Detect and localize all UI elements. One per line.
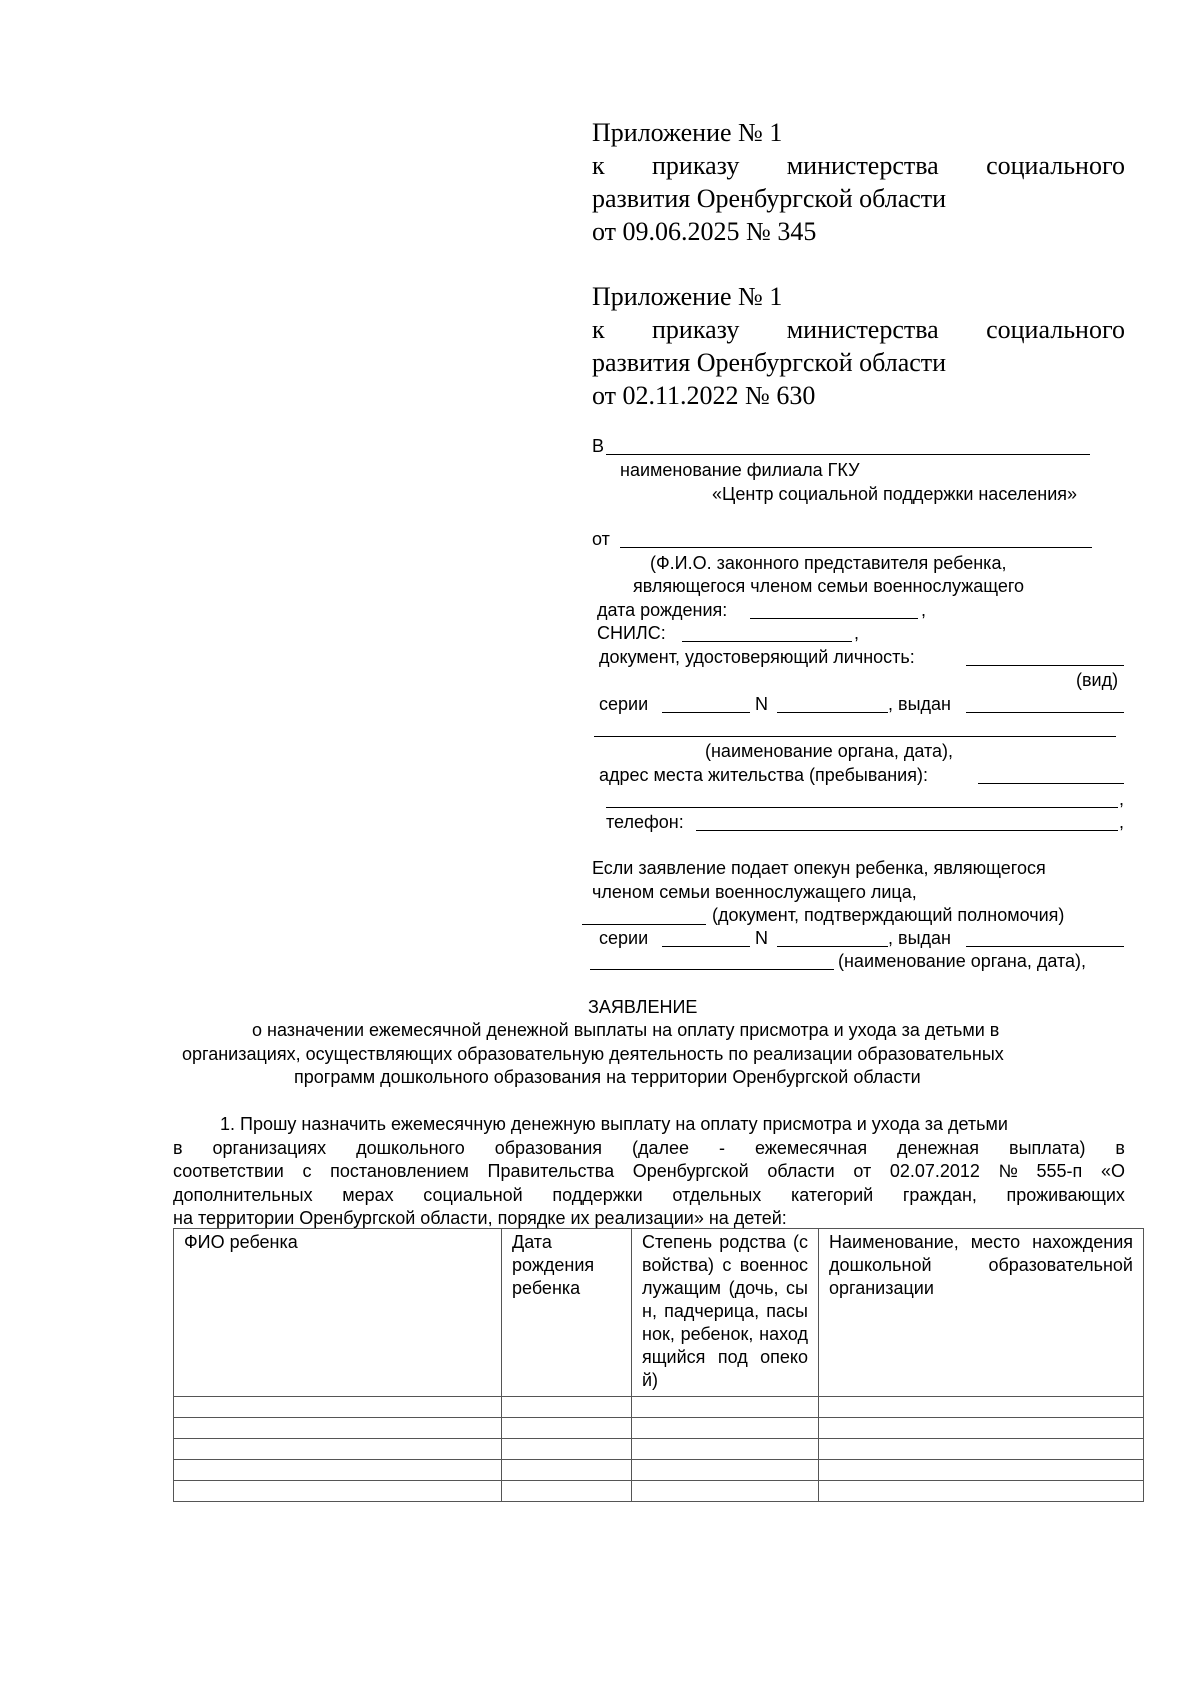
guardian-issued-field[interactable] bbox=[966, 946, 1124, 947]
cell-organization[interactable] bbox=[819, 1418, 1144, 1439]
request-line5: на территории Оренбургской области, порядке их реализации» на детей: bbox=[173, 1208, 787, 1228]
cell-birth-date[interactable] bbox=[502, 1439, 632, 1460]
snils-field[interactable] bbox=[682, 641, 852, 642]
appendix-current-date: от 09.06.2025 № 345 bbox=[592, 217, 817, 246]
phone-comma: , bbox=[1119, 812, 1125, 832]
cell-relation[interactable] bbox=[632, 1481, 819, 1502]
request-line4: дополнительных мерах социальной поддержки отдельных категорий граждан, проживающих bbox=[173, 1185, 1125, 1205]
birth-date-comma: , bbox=[921, 600, 927, 620]
to-caption-center: «Центр социальной поддержки населения» bbox=[712, 484, 1078, 504]
guardian-issuer-field[interactable] bbox=[590, 969, 834, 970]
issued-field[interactable] bbox=[966, 712, 1124, 713]
appendix-current-title: Приложение № 1 bbox=[592, 118, 783, 147]
appendix-current-line2: развития Оренбургской области bbox=[592, 184, 947, 213]
phone-field[interactable] bbox=[696, 830, 1118, 831]
table-row bbox=[174, 1460, 1144, 1481]
guardian-issuer-caption: (наименование органа, дата), bbox=[838, 951, 1087, 971]
issued-label: , выдан bbox=[888, 694, 951, 714]
from-blank-line[interactable] bbox=[620, 547, 1092, 548]
appendix-previous-date: от 02.11.2022 № 630 bbox=[592, 381, 816, 410]
header-child-fio: ФИО ребенка bbox=[174, 1229, 502, 1397]
series-field[interactable] bbox=[662, 712, 750, 713]
cell-fio[interactable] bbox=[174, 1439, 502, 1460]
issuer-caption: (наименование органа, дата), bbox=[705, 741, 954, 761]
cell-birth-date[interactable] bbox=[502, 1460, 632, 1481]
guardian-number-label: N bbox=[755, 928, 768, 948]
to-caption-branch: наименование филиала ГКУ bbox=[620, 460, 860, 480]
cell-birth-date[interactable] bbox=[502, 1397, 632, 1418]
header-organization: Наименование, место нахождения дошкольной образовательной организации bbox=[819, 1229, 1144, 1397]
id-document-label: документ, удостоверяющий личность: bbox=[599, 647, 915, 667]
phone-label: телефон: bbox=[606, 812, 684, 832]
from-prefix: от bbox=[592, 529, 610, 549]
cell-relation[interactable] bbox=[632, 1418, 819, 1439]
statement-subtitle-line2: организациях, осуществляющих образовательную деятельность по реализации образовательных bbox=[182, 1044, 1004, 1064]
table-row bbox=[174, 1439, 1144, 1460]
appendix-previous-line2: развития Оренбургской области bbox=[592, 348, 947, 377]
address-field[interactable] bbox=[978, 783, 1124, 784]
guardian-document-caption: (документ, подтверждающий полномочия) bbox=[712, 905, 1065, 925]
snils-label: СНИЛС: bbox=[597, 623, 666, 643]
guardian-note-line1: Если заявление подает опекун ребенка, являющегося bbox=[592, 858, 1046, 878]
header-relation: Степень родства (свойства) с военнослужащим (дочь, сын, падчерица, пасынок, ребенок, находящийся под опекой) bbox=[632, 1229, 819, 1397]
address-label: адрес места жительства (пребывания): bbox=[599, 765, 928, 785]
guardian-note-line2: членом семьи военнослужащего лица, bbox=[592, 882, 917, 902]
cell-organization[interactable] bbox=[819, 1439, 1144, 1460]
children-table-header bbox=[174, 1229, 1144, 1397]
from-caption-family: являющегося членом семьи военнослужащего bbox=[633, 576, 1025, 596]
table-row bbox=[174, 1481, 1144, 1502]
cell-birth-date[interactable] bbox=[502, 1418, 632, 1439]
address-comma: , bbox=[1119, 789, 1125, 809]
to-blank-line[interactable] bbox=[606, 454, 1090, 455]
cell-birth-date[interactable] bbox=[502, 1481, 632, 1502]
table-row bbox=[174, 1418, 1144, 1439]
statement-subtitle-line3: программ дошкольного образования на территории Оренбургской области bbox=[294, 1067, 921, 1087]
to-prefix: В bbox=[592, 436, 605, 456]
snils-comma: , bbox=[854, 623, 860, 643]
cell-relation[interactable] bbox=[632, 1439, 819, 1460]
cell-fio[interactable] bbox=[174, 1460, 502, 1481]
appendix-previous-title: Приложение № 1 bbox=[592, 282, 783, 311]
birth-date-field[interactable] bbox=[750, 618, 918, 619]
statement-subtitle-line1: о назначении ежемесячной денежной выплаты на оплату присмотра и ухода за детьми в bbox=[252, 1020, 1000, 1040]
guardian-series-field[interactable] bbox=[662, 946, 750, 947]
table-row bbox=[174, 1397, 1144, 1418]
number-field[interactable] bbox=[777, 712, 888, 713]
appendix-current-line1: к приказу министерства социального bbox=[592, 151, 1125, 180]
guardian-number-field[interactable] bbox=[777, 946, 888, 947]
id-document-type-caption: (вид) bbox=[1076, 670, 1119, 690]
cell-relation[interactable] bbox=[632, 1397, 819, 1418]
appendix-previous-line1: к приказу министерства социального bbox=[592, 315, 1125, 344]
statement-title: ЗАЯВЛЕНИЕ bbox=[588, 997, 698, 1017]
birth-date-label: дата рождения: bbox=[597, 600, 728, 620]
series-label: серии bbox=[599, 694, 649, 714]
guardian-issued-label: , выдан bbox=[888, 928, 951, 948]
request-line1: 1. Прошу назначить ежемесячную денежную выплату на оплату присмотра и ухода за детьми bbox=[220, 1114, 1008, 1134]
children-table bbox=[173, 1228, 1144, 1502]
header-child-birth-date: Дата рождения ребенка bbox=[502, 1229, 632, 1397]
guardian-series-label: серии bbox=[599, 928, 649, 948]
cell-fio[interactable] bbox=[174, 1481, 502, 1502]
cell-organization[interactable] bbox=[819, 1460, 1144, 1481]
cell-fio[interactable] bbox=[174, 1397, 502, 1418]
cell-organization[interactable] bbox=[819, 1481, 1144, 1502]
request-line2: в организациях дошкольного образования (далее - ежемесячная денежная выплата) в bbox=[173, 1138, 1125, 1158]
address-field-continued[interactable] bbox=[606, 807, 1118, 808]
id-document-field[interactable] bbox=[966, 665, 1124, 666]
request-line3: соответствии с постановлением Правительства Оренбургской области от 02.07.2012 № 555-п «О bbox=[173, 1161, 1125, 1181]
from-caption-representative: (Ф.И.О. законного представителя ребенка, bbox=[650, 553, 1007, 573]
number-label: N bbox=[755, 694, 768, 714]
cell-fio[interactable] bbox=[174, 1418, 502, 1439]
guardian-document-field[interactable] bbox=[582, 924, 706, 925]
issuer-blank-line[interactable] bbox=[594, 736, 1116, 737]
cell-organization[interactable] bbox=[819, 1397, 1144, 1418]
cell-relation[interactable] bbox=[632, 1460, 819, 1481]
